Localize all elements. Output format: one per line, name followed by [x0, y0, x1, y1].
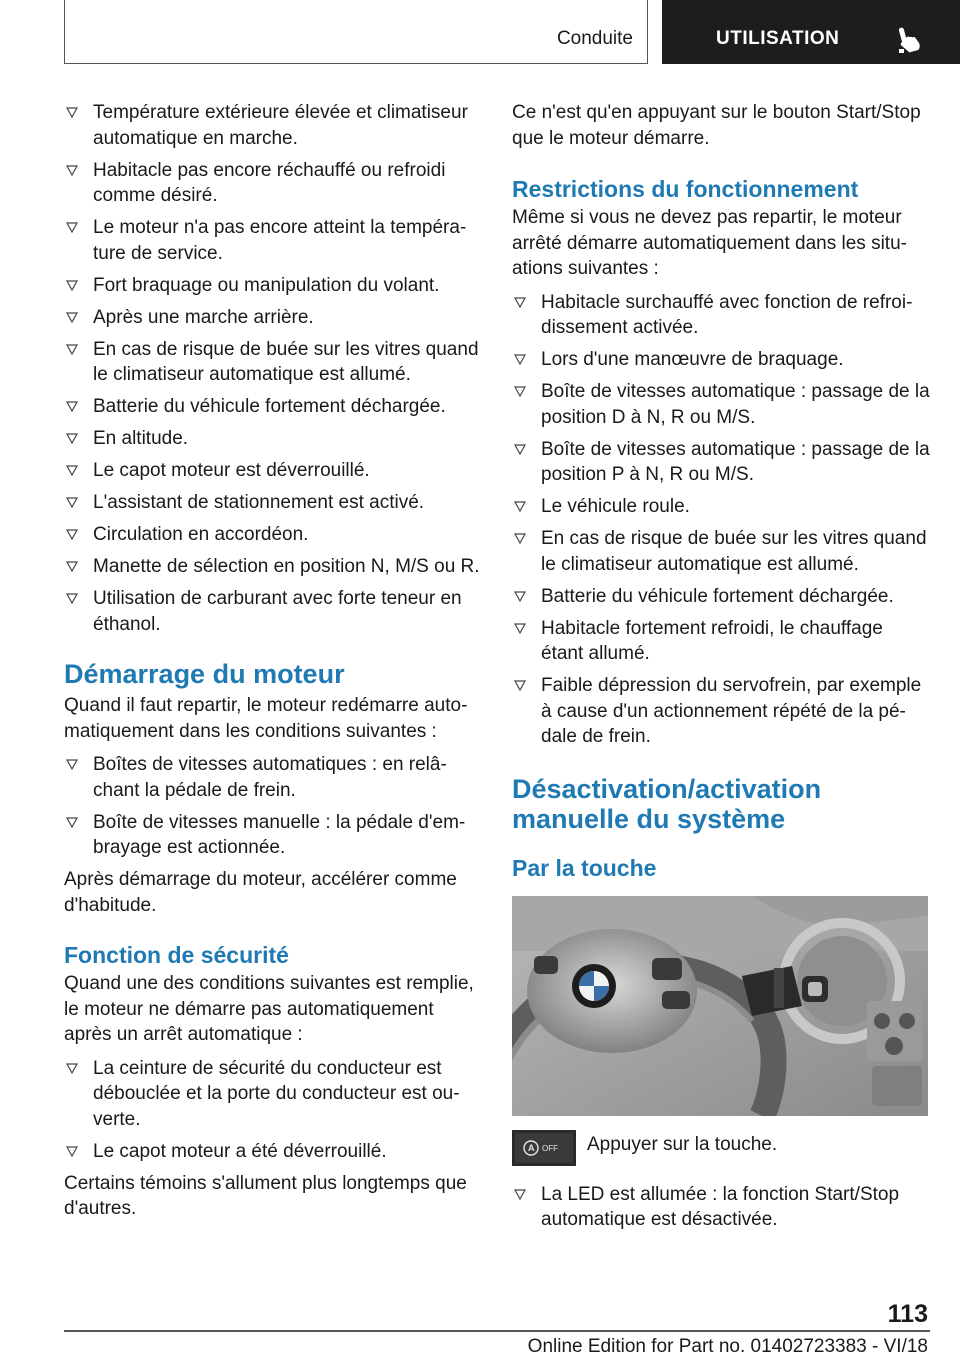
- triangle-bullet-icon: [66, 1063, 78, 1075]
- list-item-text: Boîte de vitesses manuelle : la pédale d'em‐ brayage est actionnée.: [93, 811, 466, 858]
- list-item: [64, 458, 480, 484]
- list-item: [64, 100, 480, 151]
- triangle-bullet-icon: [66, 433, 78, 445]
- triangle-bullet-icon: [514, 623, 526, 635]
- paragraph-start-stop: Ce n'est qu'en appuyant sur le bouton Start/Stop que le moteur démarre.: [512, 102, 921, 149]
- header-section-title: Conduite: [556, 28, 633, 49]
- list-item: [64, 1139, 480, 1165]
- list-item-text: La ceinture de sécurité du conducteur est débouclée et la porte du conducteur est ou‐ verte.: [93, 1057, 460, 1130]
- left-column: [64, 100, 480, 1222]
- triangle-bullet-icon: [66, 529, 78, 541]
- triangle-bullet-icon: [66, 280, 78, 292]
- list-item-text: Le véhicule roule.: [541, 496, 690, 517]
- list-item-text: Le moteur n'a pas encore atteint la tempéra‐ ture de service.: [93, 217, 467, 264]
- list-item: [512, 437, 930, 488]
- list-item-text: Circulation en accordéon.: [93, 524, 309, 545]
- list-item: [512, 1182, 930, 1233]
- list-item: [512, 584, 930, 610]
- list-item: [64, 490, 480, 516]
- list-item-text: En cas de risque de buée sur les vitres quand le climatiseur automatique est allumé.: [541, 528, 927, 575]
- list-item: [64, 273, 480, 299]
- list-item-text: Batterie du véhicule fortement déchargée.: [541, 585, 894, 607]
- heading-par-la-touche: Par la touche: [512, 854, 657, 881]
- list-item-text: Après une marche arrière.: [93, 306, 314, 328]
- list-item-text: Habitacle surchauffé avec fonction de refroi‐ dissement activée.: [541, 291, 913, 338]
- list-item-text: En altitude.: [93, 428, 189, 449]
- steering-wheel-photo: [512, 896, 928, 1116]
- heading-desactivation: Désactivation/activation manuelle du système: [512, 773, 822, 834]
- triangle-bullet-icon: [514, 501, 526, 513]
- triangle-bullet-icon: [514, 680, 526, 692]
- auto-start-stop-off-button: [512, 1130, 576, 1166]
- triangle-bullet-icon: [514, 444, 526, 456]
- triangle-bullet-icon: [66, 222, 78, 234]
- list-item: [64, 394, 480, 420]
- triangle-bullet-icon: [514, 591, 526, 603]
- heading-securite: Fonction de sécurité: [64, 942, 289, 968]
- list-item-text: Batterie du véhicule fortement déchargée.: [93, 396, 446, 417]
- list-item: [64, 810, 480, 861]
- triangle-bullet-icon: [66, 312, 78, 324]
- list-item: [512, 526, 930, 577]
- list-item-text: Habitacle pas encore réchauffé ou refroidi comme désiré.: [93, 159, 446, 206]
- list-item-text: Boîtes de vitesses automatiques : en relâ‐ chant la pédale de frein.: [93, 754, 447, 801]
- triangle-bullet-icon: [66, 107, 78, 119]
- triangle-bullet-icon: [514, 1189, 526, 1201]
- paragraph-temoins: Certains témoins s'allument plus longtemps que d'autres.: [64, 1172, 467, 1219]
- list-item-text: Boîte de vitesses automatique : passage de la position D à N, R ou M/S.: [541, 381, 930, 428]
- list-item: [64, 305, 480, 331]
- list-item-text: Le capot moteur est déverrouillé.: [93, 460, 370, 481]
- triangle-bullet-icon: [66, 497, 78, 509]
- triangle-bullet-icon: [514, 354, 526, 366]
- footer-edition: Online Edition for Part no. 01402723383 - VI/18: [527, 1336, 928, 1357]
- page-number: 113: [887, 1300, 928, 1328]
- triangle-bullet-icon: [66, 344, 78, 356]
- triangle-bullet-icon: [66, 759, 78, 771]
- list-item: [64, 586, 480, 637]
- list-item: [64, 337, 480, 388]
- led-status-list: [512, 1182, 930, 1233]
- paragraph-appuyer: Appuyer sur la touche.: [587, 1133, 778, 1155]
- list-item: [64, 522, 480, 548]
- header-chapter-title: UTILISATION: [716, 28, 840, 49]
- triangle-bullet-icon: [66, 401, 78, 413]
- paragraph-securite: Quand une des conditions suivantes est remplie, le moteur ne démarre pas automatiquement après un arrêt automatique :: [64, 973, 474, 1045]
- list-item: [512, 673, 930, 750]
- triangle-bullet-icon: [66, 165, 78, 177]
- button-off-label: OFF: [542, 1143, 558, 1153]
- list-item: [512, 616, 930, 667]
- list-item: [64, 752, 480, 803]
- list-item: [512, 347, 930, 373]
- header-chapter-box: [662, 0, 960, 64]
- safety-conditions-list: [64, 1056, 480, 1165]
- list-item-text: La LED est allumée : la fonction Start/Stop automatique est désactivée.: [541, 1183, 900, 1230]
- list-item-text: Boîte de vitesses automatique : passage de la position P à N, R ou M/S.: [541, 438, 930, 485]
- list-item: [512, 494, 930, 520]
- footer-divider: [64, 1330, 930, 1332]
- triangle-bullet-icon: [514, 386, 526, 398]
- triangle-bullet-icon: [514, 297, 526, 309]
- triangle-bullet-icon: [66, 1146, 78, 1158]
- list-item-text: En cas de risque de buée sur les vitres quand le climatiseur automatique est allumé.: [93, 338, 479, 385]
- triangle-bullet-icon: [66, 593, 78, 605]
- list-item: [512, 379, 930, 430]
- triangle-bullet-icon: [66, 817, 78, 829]
- paragraph-restrictions: Même si vous ne devez pas repartir, le moteur arrêté démarre automatiquement dans les situ‐ ations suivantes :: [512, 207, 907, 279]
- conditions-list: [64, 100, 480, 637]
- triangle-bullet-icon: [514, 533, 526, 545]
- heading-demarrage: Démarrage du moteur: [64, 659, 345, 689]
- list-item-text: Manette de sélection en position N, M/S ou R.: [93, 556, 480, 577]
- list-item-text: Utilisation de carburant avec forte teneur en éthanol.: [93, 588, 462, 635]
- svg-text:A: A: [528, 1142, 535, 1153]
- hand-pointer-icon: [896, 24, 922, 54]
- list-item: [64, 1056, 480, 1133]
- paragraph-apres-demarrage: Après démarrage du moteur, accélérer comme d'habitude.: [64, 869, 457, 916]
- list-item-text: Habitacle fortement refroidi, le chauffage étant allumé.: [541, 617, 883, 664]
- list-item: [512, 290, 930, 341]
- list-item-text: Faible dépression du servofrein, par exemple à cause d'un actionnement répété de la pé‐ dale de frein.: [541, 675, 922, 747]
- list-item: [64, 158, 480, 209]
- triangle-bullet-icon: [66, 561, 78, 573]
- header-section-box: [64, 0, 648, 64]
- heading-restrictions: Restrictions du fonctionnement: [512, 176, 859, 202]
- list-item-text: Le capot moteur a été déverrouillé.: [93, 1140, 387, 1162]
- restart-conditions-list: [64, 752, 480, 861]
- restrictions-list: [512, 290, 930, 750]
- list-item-text: L'assistant de stationnement est activé.: [93, 492, 425, 513]
- list-item: [64, 554, 480, 580]
- list-item-text: Fort braquage ou manipulation du volant.: [93, 274, 440, 296]
- right-column: [512, 100, 930, 1239]
- list-item: [64, 426, 480, 452]
- list-item: [64, 215, 480, 266]
- triangle-bullet-icon: [66, 465, 78, 477]
- paragraph-demarrage: Quand il faut repartir, le moteur redémarre auto‐ matiquement dans les conditions suivantes :: [64, 695, 468, 742]
- list-item-text: Lors d'une manœuvre de braquage.: [541, 349, 844, 370]
- list-item-text: Température extérieure élevée et climatiseur automatique en marche.: [93, 102, 468, 149]
